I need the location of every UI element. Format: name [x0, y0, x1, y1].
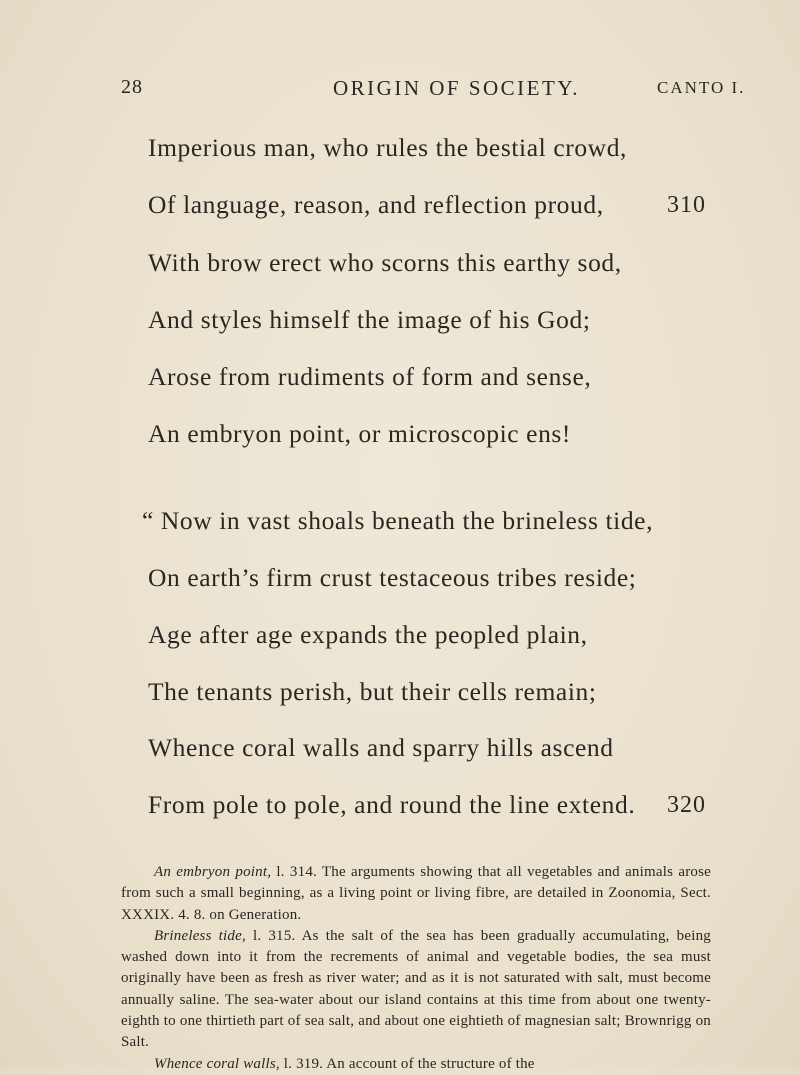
running-head — [0, 76, 800, 102]
poem-line: Age after age expands the peopled plain, — [148, 620, 588, 649]
footnote-text: l. 314. The arguments showing that all vegetables and animals arose from such a small beginning, as a living point or living fibre, are detailed in Zoonomia, Sect. XXXIX. 4. 8. on Generation. — [121, 864, 711, 923]
line-number: 310 — [667, 192, 706, 218]
footnote-text: l. 315. As the salt of the sea has been gradually accumulating, being washed down into it from the recrements of animal and vegetable bodies, the sea must originally have been as fresh as river water; and as it is not saturated with salt, must become annually saline. The sea-water about our island contains at this time from about one twenty-eighth to one thirtieth part of sea salt, and about one eightieth of magnesian salt; Brownrigg on Salt. — [121, 927, 711, 1051]
page-number: 28 — [121, 76, 143, 98]
poem-line: Whence coral walls and sparry hills ascend — [148, 733, 614, 762]
poem-line: Of language, reason, and reflection proud, — [148, 190, 604, 219]
footnote-lemma: An embryon point, — [154, 864, 272, 880]
running-title: ORIGIN OF SOCIETY. — [333, 76, 581, 100]
poem-line: And styles himself the image of his God; — [148, 305, 591, 334]
poem-line: With brow erect who scorns this earthy sod, — [148, 248, 622, 277]
poem-line: “ Now in vast shoals beneath the brineless tide, — [142, 506, 654, 535]
footnote-lemma: Brineless tide, — [154, 927, 246, 944]
footnote — [121, 1054, 711, 1075]
poem-line: The tenants perish, but their cells remain; — [148, 677, 597, 706]
canto-label: CANTO I. — [657, 78, 746, 97]
footnote-text: l. 319. An account of the structure of the — [279, 1055, 535, 1072]
footnote — [121, 926, 711, 1054]
poem-line: Arose from rudiments of form and sense, — [148, 362, 592, 391]
poem-line: On earth’s firm crust testaceous tribes reside; — [148, 563, 637, 592]
poem-line: An embryon point, or microscopic ens! — [148, 419, 572, 448]
line-number: 320 — [667, 792, 706, 818]
poem-line: Imperious man, who rules the bestial crowd, — [148, 133, 628, 162]
footnote — [121, 862, 711, 926]
footnotes — [121, 862, 711, 1075]
footnote-lemma: Whence coral walls, — [154, 1055, 280, 1072]
poem-line: From pole to pole, and round the line extend. — [148, 790, 636, 819]
